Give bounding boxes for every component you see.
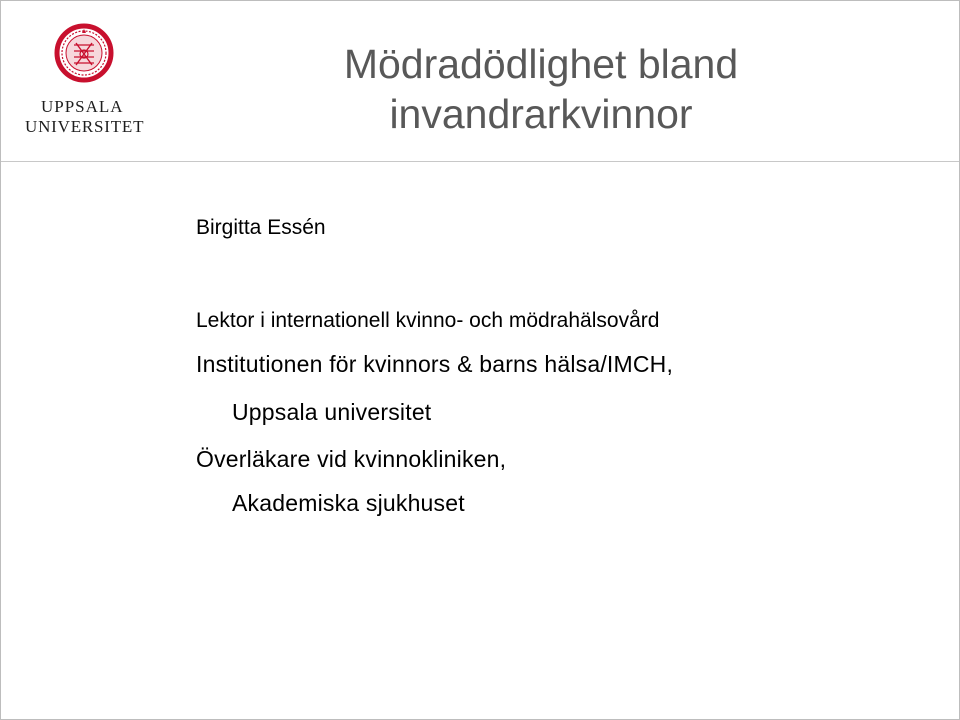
author-name: Birgitta Essén — [196, 216, 326, 239]
logo-text-universitet: UNIVERSITET — [25, 117, 145, 136]
author-hospital: Akademiska sjukhuset — [232, 490, 465, 516]
title-line-2: invandrarkvinnor — [389, 91, 693, 137]
author-clinical-role: Överläkare vid kvinnokliniken, — [196, 446, 507, 472]
university-seal-icon — [54, 21, 114, 85]
author-role: Lektor i internationell kvinno- och mödrahälsovård — [196, 309, 660, 332]
title-line-1: Mödradödlighet bland — [343, 41, 739, 87]
logo-text-uppsala: UPPSALA — [41, 97, 124, 116]
header-divider — [1, 161, 959, 162]
author-university: Uppsala universitet — [232, 399, 432, 425]
uppsala-logo — [19, 21, 151, 141]
slide-title — [201, 39, 881, 139]
author-institution: Institutionen för kvinnors & barns hälsa/IMCH, — [196, 351, 674, 377]
